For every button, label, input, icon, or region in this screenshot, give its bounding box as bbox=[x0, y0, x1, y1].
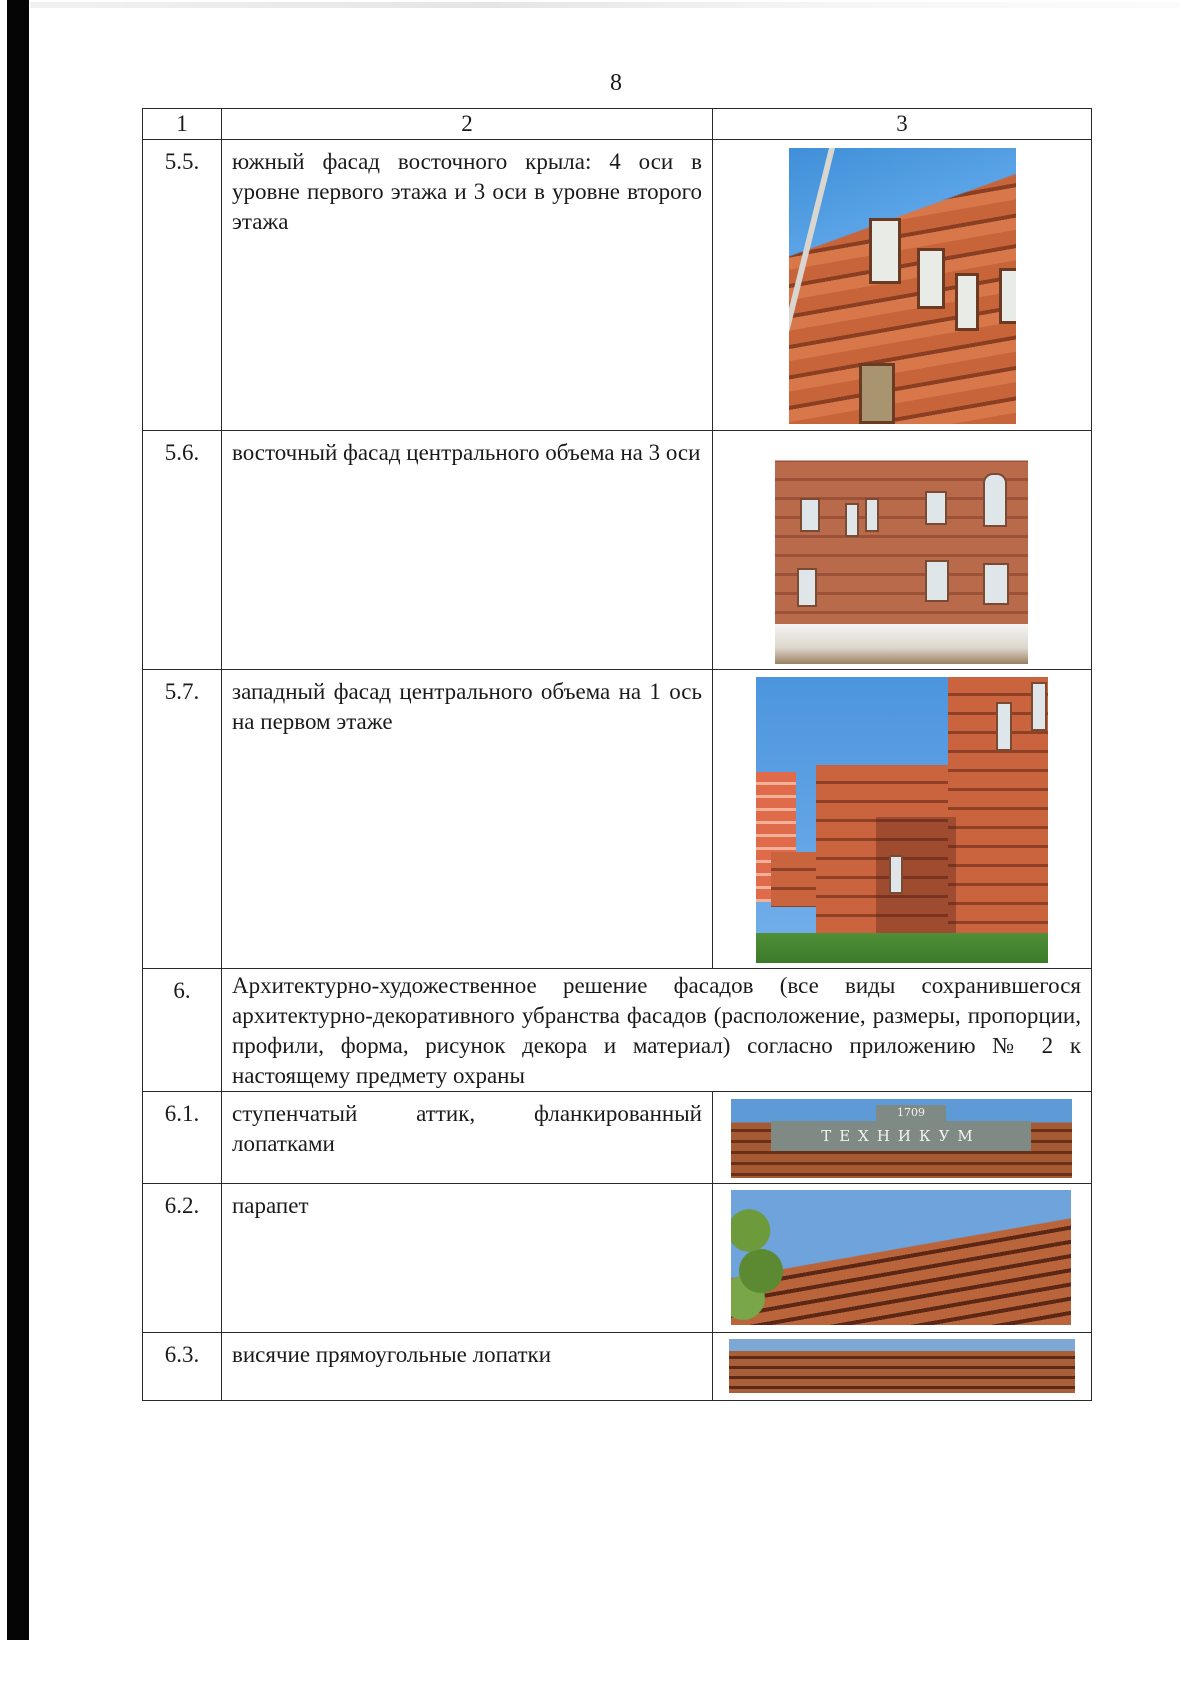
window bbox=[845, 503, 859, 537]
window bbox=[797, 568, 817, 607]
grass bbox=[756, 933, 1048, 963]
scan-binding-bar bbox=[7, 0, 29, 1640]
row-description: ступенчатый аттик, фланкированный лопатками bbox=[222, 1092, 713, 1184]
window bbox=[983, 473, 1007, 527]
table-row bbox=[143, 1184, 1092, 1333]
row-number: 6.2. bbox=[143, 1184, 222, 1333]
row-photo-cell bbox=[713, 1092, 1092, 1184]
row-description: Архитектурно-художественное решение фасадов (все виды сохранившегося архитектурно-декоративного убранства фасадов (расположение, размеры, пропорции, профили, форма, рисунок декора и материал) согласно приложению № 2 к настоящему предмету охраны bbox=[222, 969, 1092, 1092]
window bbox=[955, 273, 979, 331]
photo-south-facade-east-wing bbox=[789, 148, 1016, 424]
table-row bbox=[143, 431, 1092, 670]
row-photo-cell bbox=[713, 431, 1092, 670]
photo-hanging-pilasters bbox=[729, 1339, 1075, 1393]
table-row bbox=[143, 670, 1092, 969]
column-header-3: 3 bbox=[713, 109, 1092, 140]
row-number: 6. bbox=[143, 969, 222, 1092]
photo-parapet bbox=[731, 1190, 1071, 1325]
photo-stepped-attic bbox=[731, 1099, 1072, 1178]
protection-subject-table bbox=[142, 108, 1092, 1401]
window bbox=[996, 702, 1012, 751]
snow bbox=[775, 624, 1028, 664]
table-row bbox=[143, 1092, 1092, 1184]
row-description: южный фасад восточного крыла: 4 оси в уровне первого этажа и 3 оси в уровне второго этажа bbox=[222, 140, 713, 431]
table-row bbox=[143, 1333, 1092, 1401]
row-description: западный фасад центрального объема на 1 ось на первом этаже bbox=[222, 670, 713, 969]
window bbox=[865, 498, 879, 532]
window bbox=[1031, 682, 1047, 731]
window bbox=[925, 560, 949, 602]
row-photo-cell bbox=[713, 670, 1092, 969]
tree-foliage bbox=[731, 1190, 791, 1325]
row-description: висячие прямоугольные лопатки bbox=[222, 1333, 713, 1401]
page-number: 8 bbox=[610, 70, 622, 96]
row-number: 5.5. bbox=[143, 140, 222, 431]
photo-west-facade-central-volume bbox=[756, 677, 1048, 963]
scan-noise bbox=[30, 2, 1180, 8]
table-header-row bbox=[143, 109, 1092, 140]
brick-low-annex bbox=[771, 852, 816, 907]
row-photo-cell bbox=[713, 140, 1092, 431]
window bbox=[800, 498, 820, 532]
table-row bbox=[143, 969, 1092, 1092]
shadow bbox=[876, 817, 956, 937]
window bbox=[869, 218, 901, 284]
window bbox=[983, 563, 1009, 605]
window bbox=[925, 491, 947, 525]
photo-east-facade-central-volume bbox=[775, 443, 1028, 664]
sign-year: 1709 bbox=[876, 1105, 946, 1121]
row-number: 5.6. bbox=[143, 431, 222, 670]
row-number: 6.3. bbox=[143, 1333, 222, 1401]
table-row bbox=[143, 140, 1092, 431]
row-description: восточный фасад центрального объема на 3 оси bbox=[222, 431, 713, 670]
row-photo-cell bbox=[713, 1333, 1092, 1401]
row-number: 6.1. bbox=[143, 1092, 222, 1184]
window bbox=[889, 855, 903, 894]
row-description: парапет bbox=[222, 1184, 713, 1333]
drainpipe bbox=[789, 148, 835, 424]
column-header-1: 1 bbox=[143, 109, 222, 140]
window bbox=[999, 268, 1016, 324]
row-number: 5.7. bbox=[143, 670, 222, 969]
row-photo-cell bbox=[713, 1184, 1092, 1333]
column-header-2: 2 bbox=[222, 109, 713, 140]
window bbox=[917, 248, 945, 309]
window bbox=[859, 363, 895, 424]
sign-technikum: ТЕХНИКУМ bbox=[771, 1121, 1031, 1151]
